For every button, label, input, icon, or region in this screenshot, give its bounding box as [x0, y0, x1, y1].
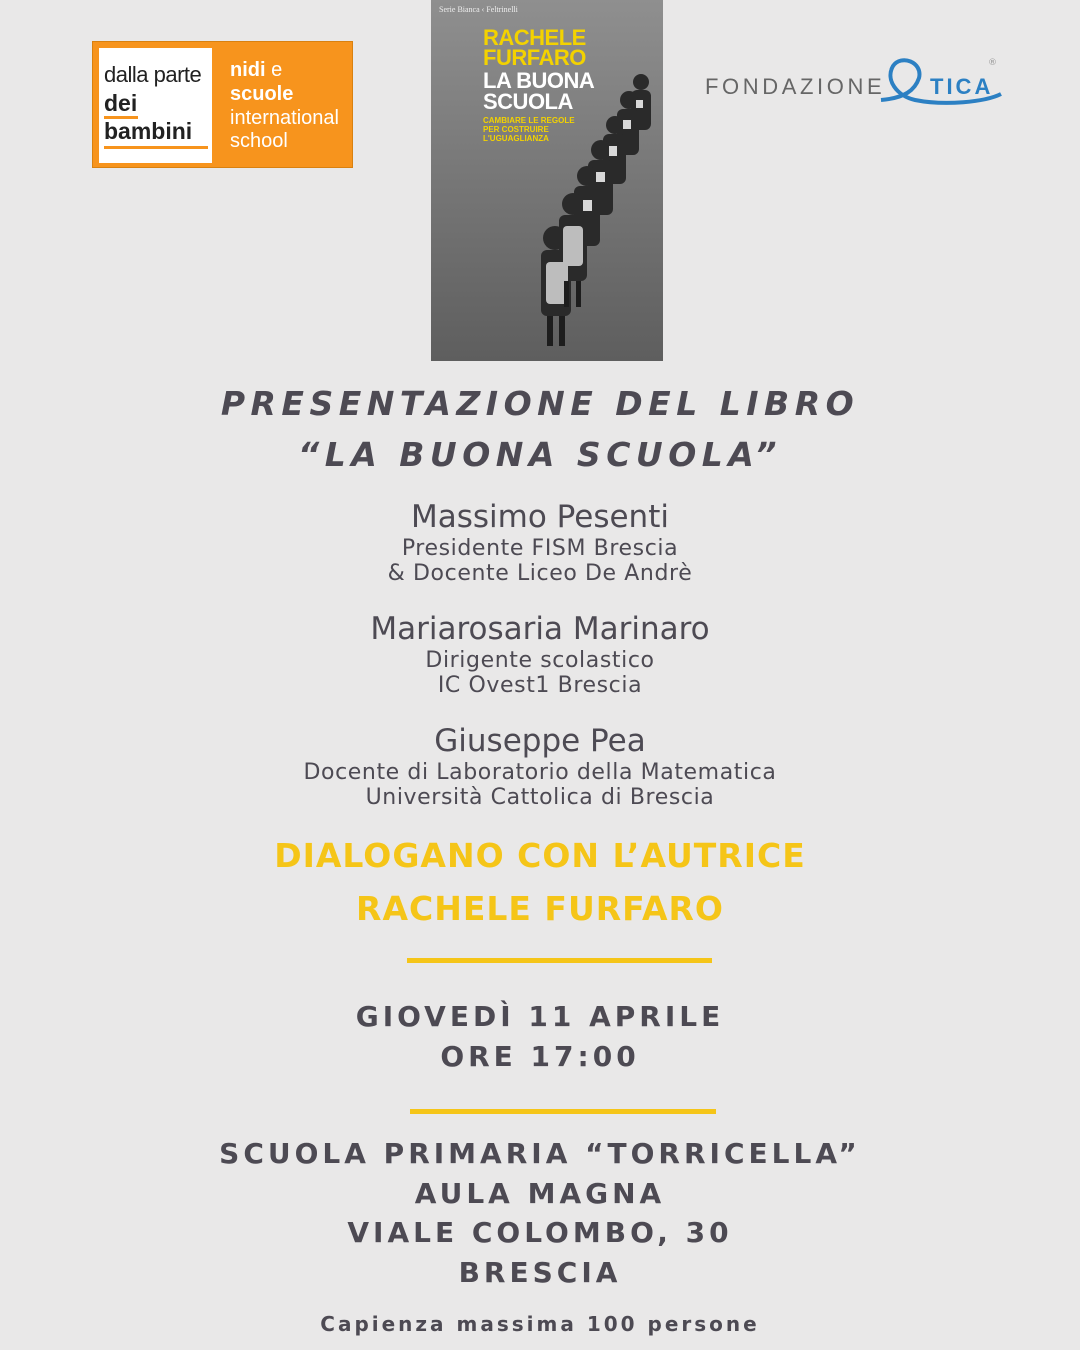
- divider-bottom: [410, 1109, 716, 1114]
- event-date: GIOVEDÌ 11 APRILE: [355, 1000, 725, 1033]
- logo-word-tica: TICA: [930, 74, 994, 99]
- speaker-3-name: Giuseppe Pea: [434, 723, 646, 759]
- speaker-2-name: Mariarosaria Marinaro: [370, 611, 710, 647]
- book-cover: [431, 0, 663, 361]
- dialog-line-1: DIALOGANO CON L’AUTRICE: [274, 836, 806, 875]
- book-title: LA BUONA SCUOLA: [483, 68, 595, 114]
- venue-line-4: BRESCIA: [458, 1256, 622, 1289]
- book-series: Serie Bianca ‹ Feltrinelli: [439, 5, 518, 14]
- book-author: RACHELE FURFARO: [483, 25, 586, 70]
- logo-word-dei: dei: [104, 90, 138, 116]
- venue-line-1: SCUOLA PRIMARIA “TORRICELLA”: [219, 1137, 861, 1170]
- dalla-parte-dei-bambini-logo: [92, 41, 353, 168]
- speaker-3-role: Docente di Laboratorio della Matematica: [303, 760, 777, 785]
- logo-word-dalla-parte: dalla parte: [104, 62, 202, 87]
- logo-white-panel: [99, 48, 212, 163]
- registered-mark: ®: [988, 58, 997, 68]
- speaker-1-role: Presidente FISM Brescia: [401, 536, 679, 561]
- venue-line-2: AULA MAGNA: [414, 1177, 666, 1210]
- heading-line-2: “LA BUONA SCUOLA”: [297, 435, 783, 474]
- capacity-note: Capienza massima 100 persone: [320, 1312, 760, 1336]
- logo-underline-bambini: [104, 146, 208, 149]
- book-subtitle: CAMBIARE LE REGOLE PER COSTRUIRE L'UGUAGLIANZA: [483, 116, 575, 143]
- logo-word-fondazione: FONDAZIONE: [705, 74, 886, 99]
- logo-line-scuole: scuole: [230, 83, 294, 105]
- logo-line-nidi: nidi e: [230, 59, 283, 81]
- dialog-line-2: RACHELE FURFARO: [356, 889, 724, 928]
- logo-line-international: international: [230, 107, 339, 129]
- speaker-2-role-2: IC Ovest1 Brescia: [437, 673, 643, 698]
- logo-line-school: school: [230, 130, 288, 152]
- event-time: ORE 17:00: [440, 1040, 640, 1073]
- heading-line-1: PRESENTAZIONE DEL LIBRO: [220, 384, 860, 423]
- speaker-1-name: Massimo Pesenti: [411, 499, 669, 535]
- logo-word-bambini: bambini: [104, 118, 193, 144]
- venue-line-3: VIALE COLOMBO, 30: [347, 1216, 733, 1249]
- speaker-3-role-2: Università Cattolica di Brescia: [365, 785, 715, 810]
- speaker-1-role-2: & Docente Liceo De Andrè: [387, 561, 693, 586]
- divider-top: [407, 958, 712, 963]
- fondazione-otica-logo: [705, 52, 1005, 108]
- speaker-2-role: Dirigente scolastico: [425, 648, 655, 673]
